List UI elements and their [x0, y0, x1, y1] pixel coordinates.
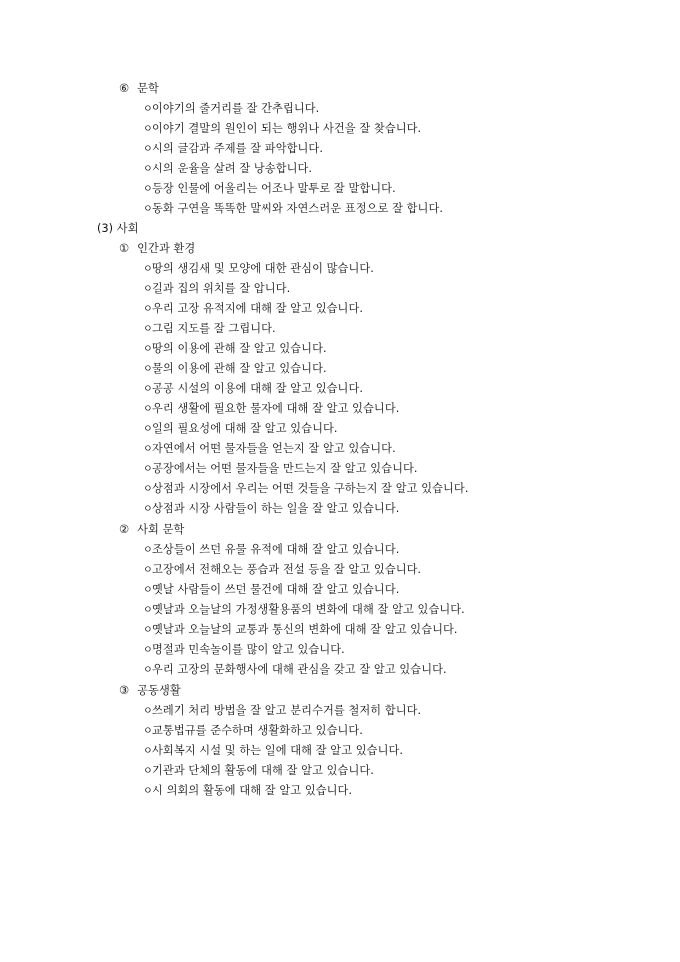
list-item-text: 이야기 결말의 원인이 되는 행위나 사건을 잘 찾습니다. — [152, 122, 422, 135]
list-item-text: 우리 생활에 필요한 물자에 대해 잘 알고 있습니다. — [152, 402, 400, 415]
bullet-icon: ㅇ — [143, 404, 153, 415]
list-item-text: 사회복지 시설 및 하는 일에 대해 잘 알고 있습니다. — [152, 744, 404, 757]
list-item — [143, 620, 458, 640]
list-item — [143, 179, 396, 199]
list-item-text: 우리 고장의 문화행사에 대해 관심을 갖고 잘 알고 있습니다. — [152, 663, 447, 676]
list-item-text: 자연에서 어떤 물자들을 얻는지 잘 알고 있습니다. — [152, 442, 396, 455]
bullet-icon: ㅇ — [143, 464, 153, 475]
list-item — [143, 721, 363, 741]
list-item-text: 등장 인물에 어울리는 어조나 말투로 잘 말합니다. — [152, 182, 396, 195]
bullet-icon: ㅇ — [143, 324, 153, 335]
list-item-text: 물의 이용에 관해 잘 알고 있습니다. — [152, 362, 327, 375]
heading-marker: ③ — [119, 684, 130, 697]
bullet-icon: ㅇ — [143, 344, 153, 355]
list-item — [143, 701, 421, 721]
list-item-text: 옛날과 오늘날의 교통과 통신의 변화에 대해 잘 알고 있습니다. — [152, 623, 458, 636]
list-item — [143, 119, 421, 139]
list-item — [143, 540, 399, 560]
bullet-icon: ㅇ — [143, 665, 153, 676]
list-item — [143, 419, 338, 439]
bullet-icon: ㅇ — [143, 786, 153, 797]
list-item — [143, 761, 374, 781]
list-item-text: 옛날과 오늘날의 가정생활용품의 변화에 대해 잘 알고 있습니다. — [152, 603, 465, 616]
bullet-icon: ㅇ — [143, 645, 153, 656]
bullet-icon: ㅇ — [143, 444, 153, 455]
list-item — [143, 299, 363, 319]
list-item-text: 쓰레기 처리 방법을 잘 알고 분리수거를 철저히 합니다. — [152, 704, 422, 717]
list-item — [143, 359, 327, 379]
bullet-icon: ㅇ — [143, 304, 153, 315]
list-item-text: 시의 글감과 주제를 잘 파악합니다. — [152, 142, 323, 155]
bullet-icon: ㅇ — [143, 504, 153, 515]
list-item-text: 그림 지도를 잘 그립니다. — [152, 322, 276, 335]
bullet-icon: ㅇ — [143, 264, 153, 275]
heading-marker: ① — [119, 242, 130, 255]
list-item-text: 시 의회의 활동에 대해 잘 알고 있습니다. — [152, 784, 353, 797]
bullet-icon: ㅇ — [143, 746, 153, 757]
bullet-icon: ㅇ — [143, 585, 153, 596]
bullet-icon: ㅇ — [143, 565, 153, 576]
bullet-icon: ㅇ — [143, 625, 153, 636]
heading-marker: ⑥ — [119, 82, 130, 95]
list-item-text: 고장에서 전해오는 풍습과 전설 등을 잘 알고 있습니다. — [152, 563, 422, 576]
list-item-text: 교통법규를 준수하며 생활화하고 있습니다. — [152, 724, 363, 737]
bullet-icon: ㅇ — [143, 766, 153, 777]
list-item-text: 상점과 시장 사람들이 하는 일을 잘 알고 있습니다. — [152, 502, 400, 515]
list-item-text: 우리 고장 유적지에 대해 잘 알고 있습니다. — [152, 302, 364, 315]
list-item — [143, 339, 327, 359]
list-item-text: 조상들이 쓰던 유물 유적에 대해 잘 알고 있습니다. — [152, 543, 400, 556]
list-item — [143, 279, 290, 299]
list-item-text: 동화 구연을 똑똑한 말씨와 자연스러운 표정으로 잘 합니다. — [152, 202, 444, 215]
list-item — [143, 99, 319, 119]
list-item-text: 공장에서는 어떤 물자들을 만드는지 잘 알고 있습니다. — [152, 462, 418, 475]
list-item — [143, 439, 396, 459]
bullet-icon: ㅇ — [143, 284, 153, 295]
list-item — [143, 379, 363, 399]
bullet-icon: ㅇ — [143, 204, 153, 215]
list-item-text: 땅의 생김새 및 모양에 대한 관심이 많습니다. — [152, 262, 374, 275]
human-environment-heading — [119, 239, 195, 259]
bullet-icon: ㅇ — [143, 424, 153, 435]
list-item — [143, 499, 399, 519]
list-item-text: 기관과 단체의 활동에 대해 잘 알고 있습니다. — [152, 764, 374, 777]
list-item — [143, 580, 399, 600]
list-item-text: 이야기의 줄거리를 잘 간추립니다. — [152, 102, 320, 115]
bullet-icon: ㅇ — [143, 545, 153, 556]
bullet-icon: ㅇ — [143, 144, 153, 155]
list-item — [143, 399, 399, 419]
list-item — [143, 660, 447, 680]
bullet-icon: ㅇ — [143, 484, 153, 495]
heading-title: 문학 — [137, 82, 159, 95]
list-item — [143, 259, 374, 279]
heading-title: 공동생활 — [137, 684, 181, 697]
list-item-text: 시의 운율을 살려 잘 낭송합니다. — [152, 162, 313, 175]
list-item — [143, 139, 323, 159]
bullet-icon: ㅇ — [143, 184, 153, 195]
list-item — [143, 459, 418, 479]
list-item — [143, 199, 443, 219]
bullet-icon: ㅇ — [143, 384, 153, 395]
community-life-heading — [119, 681, 181, 701]
list-item — [143, 741, 403, 761]
list-item-text: 길과 집의 위치를 잘 압니다. — [152, 282, 291, 295]
list-item-text: 땅의 이용에 관해 잘 알고 있습니다. — [152, 342, 327, 355]
list-item-text: 공공 시설의 이용에 대해 잘 알고 있습니다. — [152, 382, 364, 395]
list-item — [143, 640, 345, 660]
heading-title: 인간과 환경 — [137, 242, 196, 255]
heading-marker: ② — [119, 523, 130, 536]
list-item — [143, 479, 469, 499]
bullet-icon: ㅇ — [143, 726, 153, 737]
section-label: (3) 사회 — [97, 222, 139, 235]
bullet-icon: ㅇ — [143, 124, 153, 135]
bullet-icon: ㅇ — [143, 364, 153, 375]
list-item — [143, 319, 276, 339]
list-item-text: 옛날 사람들이 쓰던 물건에 대해 잘 알고 있습니다. — [152, 583, 400, 596]
heading-title: 사회 문학 — [137, 523, 185, 536]
list-item — [143, 781, 352, 801]
bullet-icon: ㅇ — [143, 104, 153, 115]
society-section-heading — [97, 219, 139, 239]
list-item-text: 일의 필요성에 대해 잘 알고 있습니다. — [152, 422, 338, 435]
bullet-icon: ㅇ — [143, 164, 153, 175]
list-item — [143, 560, 421, 580]
list-item-text: 명절과 민속놀이를 많이 알고 있습니다. — [152, 643, 345, 656]
literature-heading — [119, 79, 159, 99]
list-item-text: 상점과 시장에서 우리는 어떤 것들을 구하는지 잘 알고 있습니다. — [152, 482, 469, 495]
social-literature-heading — [119, 520, 184, 540]
list-item — [143, 159, 312, 179]
bullet-icon: ㅇ — [143, 605, 153, 616]
bullet-icon: ㅇ — [143, 706, 153, 717]
list-item — [143, 600, 465, 620]
